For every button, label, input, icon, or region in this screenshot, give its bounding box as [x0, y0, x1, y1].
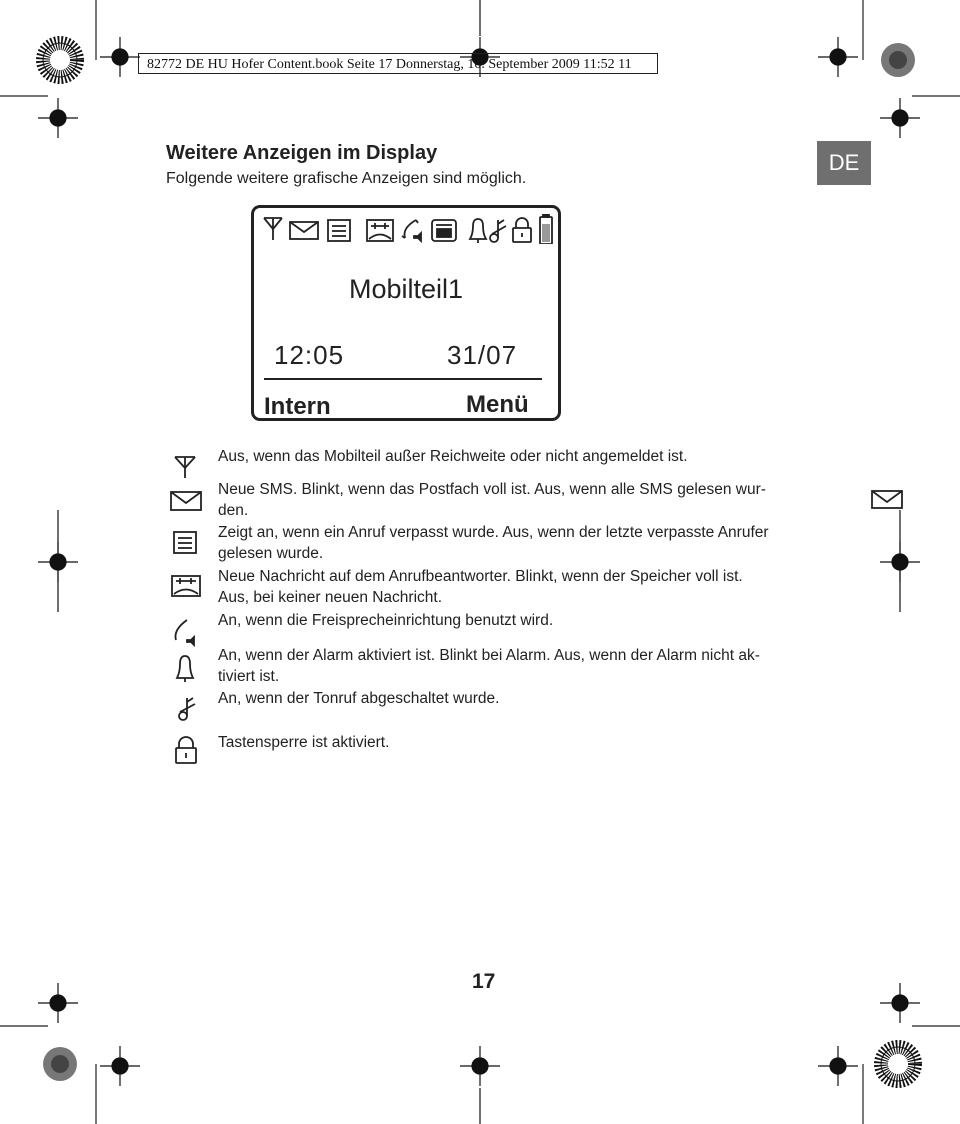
- page-number: 17: [472, 970, 496, 993]
- battery-icon: [540, 214, 552, 244]
- bell-icon: [177, 656, 193, 682]
- ringer-off-icon: [490, 220, 506, 242]
- answering-machine-icon: [367, 220, 393, 241]
- envelope-icon: [171, 492, 201, 510]
- handset-name: Mobilteil1: [348, 274, 464, 304]
- display-status-icons: [262, 214, 554, 244]
- antenna-icon: [175, 457, 195, 478]
- legend-text-lock: Tastensperre ist aktiviert.: [218, 734, 390, 751]
- answering-machine-icon: [172, 576, 200, 596]
- handsfree-icon: [402, 220, 421, 241]
- legend-text-alarm-line2: tiviert ist.: [218, 668, 280, 685]
- phone-book-icon: [432, 220, 456, 241]
- display-time: 12:05: [274, 340, 345, 370]
- legend-icons: [166, 450, 206, 770]
- page-title: Weitere Anzeigen im Display: [166, 142, 438, 164]
- display-divider: [264, 378, 542, 380]
- legend-text-sms-line1: Neue SMS. Blinkt, wenn das Postfach voll ist. Aus, wenn alle SMS gelesen wur-: [218, 481, 766, 498]
- ringer-off-icon: [179, 698, 195, 720]
- list-icon: [174, 532, 196, 553]
- envelope-icon: [290, 222, 318, 239]
- legend-text-alarm-line1: An, wenn der Alarm aktiviert ist. Blinkt bei Alarm. Aus, wenn der Alarm nicht ak-: [218, 647, 760, 664]
- margin-envelope-icon: [870, 488, 906, 512]
- softkey-right: Menü: [466, 391, 529, 418]
- legend-text-missed-line2: gelesen wurde.: [218, 545, 324, 562]
- legend-text-handsfree: An, wenn die Freisprecheinrichtung benutzt wird.: [218, 612, 554, 629]
- legend-text-answering-line1: Neue Nachricht auf dem Anrufbeantworter. Blinkt, wenn der Speicher voll ist.: [218, 568, 743, 585]
- legend-text-ringer: An, wenn der Tonruf abgeschaltet wurde.: [218, 690, 500, 707]
- language-tab: DE: [817, 141, 871, 185]
- lock-icon: [513, 218, 531, 242]
- legend-text-missed-line1: Zeigt an, wenn ein Anruf verpasst wurde. Aus, wenn der letzte verpasste Anrufer: [218, 524, 769, 541]
- legend-text-antenna: Aus, wenn das Mobilteil außer Reichweite oder nicht angemeldet ist.: [218, 448, 688, 465]
- legend-text-sms-line2: den.: [218, 502, 249, 519]
- lock-icon: [176, 737, 196, 763]
- handset-display: [251, 205, 561, 421]
- display-date: 31/07: [447, 340, 518, 370]
- print-slug: 82772 DE HU Hofer Content.book Seite 17 Donnerstag, 10. September 2009 11:52 11: [138, 53, 658, 74]
- antenna-icon: [264, 218, 282, 240]
- list-icon: [328, 220, 350, 241]
- softkey-left: Intern: [264, 393, 331, 420]
- page-subtitle: Folgende weitere grafische Anzeigen sind möglich.: [166, 170, 527, 187]
- bell-icon: [470, 219, 486, 243]
- legend-text-answering-line2: Aus, bei keiner neuen Nachricht.: [218, 589, 443, 606]
- handsfree-icon: [175, 620, 194, 645]
